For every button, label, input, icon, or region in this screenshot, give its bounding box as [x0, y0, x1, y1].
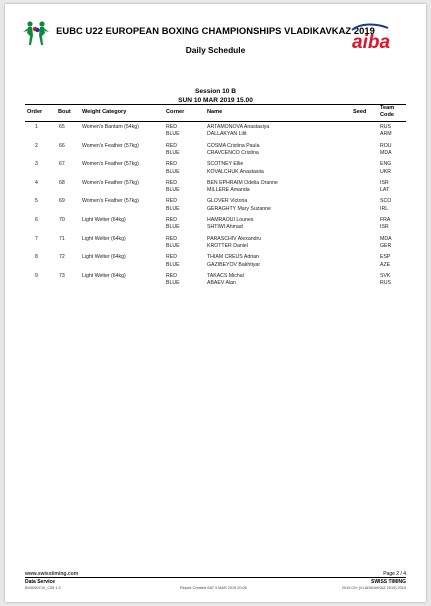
row-corner-red: RED — [166, 161, 177, 168]
session-header — [5, 88, 426, 105]
row-order: 3 — [35, 161, 38, 168]
session-datetime: SUN 10 MAR 2019 15.00 — [178, 96, 253, 104]
col-seed: Seed — [353, 109, 367, 115]
row-bout: 71 — [59, 235, 65, 242]
row-corner-red: RED — [166, 272, 177, 279]
row-bout: 66 — [59, 142, 65, 149]
red-boxer-name: GLOVER Victoria — [207, 198, 248, 205]
red-boxer-name: SCOTNEY Ellie — [207, 161, 244, 168]
row-corner-blue: BLUE — [166, 168, 180, 175]
footer-divider — [25, 577, 406, 578]
row-weight: Light Welter (64kg) — [82, 217, 126, 223]
col-name: Name — [207, 109, 223, 115]
row-weight: Women's Feather (57kg) — [82, 161, 139, 168]
blue-team-code: ARM — [380, 131, 392, 138]
row-bout: 70 — [59, 217, 65, 223]
blue-team-code: ISR — [380, 224, 389, 231]
red-team-code: FRA — [380, 217, 391, 223]
row-weight: Women's Feather (57kg) — [82, 179, 139, 186]
blue-team-code: MDA — [380, 149, 392, 156]
row-corner-blue: BLUE — [166, 261, 180, 268]
blue-boxer-name: SHTIWI Ahmad — [207, 224, 243, 231]
row-weight: Light Welter (64kg) — [82, 254, 126, 261]
footer-report-created: Report Created SAT 9 MAR 2019 20:06 — [180, 586, 247, 590]
row-order: 1 — [35, 124, 38, 130]
blue-boxer-name: MILLERE Amanda — [207, 187, 250, 194]
row-order: 5 — [35, 198, 38, 205]
row-corner-blue: BLUE — [166, 149, 180, 156]
row-weight: Women's Feather (57kg) — [82, 142, 139, 149]
row-bout: 73 — [59, 272, 65, 279]
row-order: 9 — [35, 272, 38, 279]
red-team-code: MDA — [380, 235, 392, 242]
row-bout: 67 — [59, 161, 65, 168]
row-corner-red: RED — [166, 198, 177, 205]
footer-code: BX0000Y10_C08 1.0 — [25, 586, 61, 590]
red-team-code: SVK — [380, 272, 391, 279]
red-team-code: ISR — [380, 179, 389, 186]
row-order: 6 — [35, 217, 38, 223]
page-title: EUBC U22 EUROPEAN BOXING CHAMPIONSHIPS VLADIKAVKAZ 2019 — [56, 25, 375, 36]
red-boxer-name: COSMA Cristina Paula — [207, 142, 260, 149]
blue-boxer-name: KROTTER Daniel — [207, 242, 248, 249]
red-boxer-name: HAMRAOUI Lounes — [207, 217, 254, 223]
row-corner-red: RED — [166, 254, 177, 261]
document-page — [5, 4, 426, 602]
row-corner-red: RED — [166, 142, 177, 149]
row-weight: Women's Feather (57kg) — [82, 198, 139, 205]
row-order: 7 — [35, 235, 38, 242]
footer-website: www.swisstiming.com — [25, 571, 79, 577]
footer-brand: SWISS TIMING — [371, 579, 406, 585]
row-weight: Light Welter (64kg) — [82, 272, 126, 279]
red-team-code: ENG — [380, 161, 392, 168]
col-team: Team — [380, 105, 395, 111]
session-name: Session 10 B — [194, 88, 237, 95]
footer-data-service: Data Service — [25, 579, 56, 585]
red-team-code: RUS — [380, 124, 391, 130]
blue-boxer-name: GERAGHTY Mary Suzanne — [207, 205, 271, 212]
row-corner-blue: BLUE — [166, 224, 180, 231]
footer-page-number: Page 2 / 4 — [383, 571, 406, 577]
row-corner-blue: BLUE — [166, 205, 180, 212]
blue-boxer-name: GAZIBEYOV Bakhtiyar — [207, 261, 261, 268]
red-team-code: SCO — [380, 198, 392, 205]
aiba-logo-text: aiba — [352, 32, 391, 52]
row-corner-red: RED — [166, 217, 177, 223]
row-bout: 72 — [59, 254, 65, 261]
row-order: 2 — [35, 142, 38, 149]
red-boxer-name: BEN EPHRAIM Odelia Oranne — [207, 179, 278, 186]
red-boxer-name: TAKACS Michal — [207, 272, 244, 279]
red-boxer-name: ARTAMONOVA Anastasiya — [207, 124, 270, 130]
row-weight: Women's Bantam (54kg) — [82, 124, 139, 130]
col-order: Order — [27, 109, 43, 115]
blue-boxer-name: CRAVCENCO Cristina — [207, 149, 259, 156]
row-corner-blue: BLUE — [166, 187, 180, 194]
row-corner-red: RED — [166, 124, 177, 130]
blue-team-code: IRL — [380, 205, 389, 212]
blue-team-code: LAT — [380, 187, 390, 194]
blue-boxer-name: KOVALCHUK Anastasiia — [207, 168, 264, 175]
blue-team-code: UKR — [380, 168, 391, 175]
red-team-code: ROU — [380, 142, 392, 149]
blue-boxer-name: DALLAKYAN Lilit — [207, 131, 247, 138]
row-order: 8 — [35, 254, 38, 261]
row-bout: 65 — [59, 124, 65, 130]
row-bout: 68 — [59, 179, 65, 186]
row-bout: 69 — [59, 198, 65, 205]
row-corner-red: RED — [166, 235, 177, 242]
row-corner-blue: BLUE — [166, 131, 180, 138]
row-corner-red: RED — [166, 179, 177, 186]
col-corner: Corner — [166, 109, 185, 115]
col-bout: Bout — [58, 109, 71, 115]
row-corner-blue: BLUE — [166, 242, 180, 249]
table-header — [25, 104, 406, 122]
blue-team-code: AZE — [380, 261, 391, 268]
red-team-code: ESP — [380, 254, 391, 261]
blue-team-code: GER — [380, 242, 392, 249]
red-boxer-name: THIAM CREUS Adrian — [207, 254, 259, 261]
blue-team-code: RUS — [380, 280, 391, 287]
row-weight: Light Welter (64kg) — [82, 235, 126, 242]
page-subtitle: Daily Schedule — [185, 45, 246, 55]
blue-boxer-name: ABAEV Alan — [207, 280, 236, 287]
col-weight: Weight Category — [82, 109, 127, 115]
col-code: Code — [380, 112, 394, 118]
row-order: 4 — [35, 179, 38, 186]
footer-right-small: 2019 02» (VLADIKAVKAZ 2019) 2019 — [341, 586, 406, 590]
red-boxer-name: PARASCHIV Alexandru — [207, 235, 262, 242]
row-corner-blue: BLUE — [166, 280, 180, 287]
